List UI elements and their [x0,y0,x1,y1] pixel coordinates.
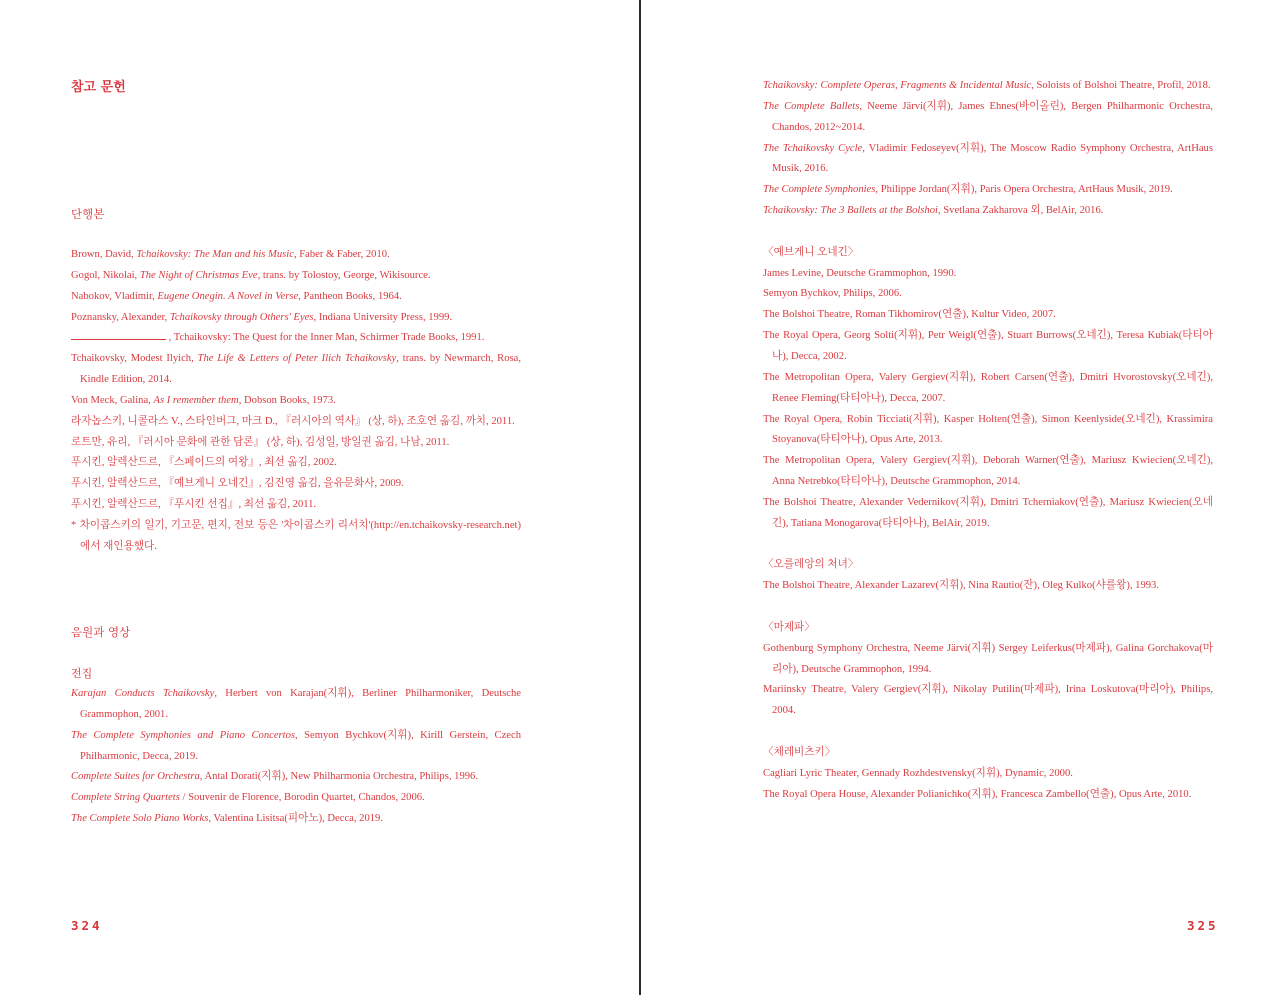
complete-works-heading: 전집 [71,667,93,680]
entry-title: Eugene Onegin. A Novel in Verse [157,290,299,302]
spacer [763,535,1213,556]
reference-entry [71,328,521,349]
cherevichki-heading: 〈체레비츠키〉 [763,747,836,758]
entry-title: Complete Suites for Orchestra [71,771,200,783]
reference-entry: Gothenburg Symphony Orchestra, Neeme Järvi(지휘) Sergey Leiferkus(마제파), Galina Gorchakova(마리아), Deutsche Grammophon, 1994. [763,642,1213,675]
reference-entry [71,767,521,788]
reference-entry: Semyon Bychkov, Philips, 2006. [763,288,902,300]
entry-details: , trans. by Newmarch, Rosa, Kindle Edition, 2014. [80,353,522,386]
entry-details: , Dobson Books, 1973. [238,394,336,406]
entry-title: The Night of Christmas Eve [139,269,258,281]
entry-author: 푸시킨, 알렉산드르, 『푸시킨 선집』, 최선 옮김, 2011. [71,499,317,511]
entry-details: , Svetlana Zakharova 외, BelAir, 2016. [937,205,1104,217]
entry-details: , trans. by Tolostoy, George, Wikisource. [257,269,431,281]
entry-author: Poznansky, Alexander, [71,311,170,323]
entry-details: / Souvenir de Florence, Borodin Quartet, Chandos, 2006. [179,792,425,804]
onegin-heading: 〈예브게니 오네긴〉 [763,246,859,258]
entry-author: 라자놉스키, 니콜라스 V., 스타인버그, 마크 D., 『러시아의 역사』 (상, 하), 조호연 옮김, 까치, 2011. [71,415,515,427]
entry-details: , Soloists of Bolshoi Theatre, Profil, 2018. [1031,80,1211,91]
entry-title: Tchaikovsky through Others' Eyes [169,311,314,323]
entry-title: The Life & Letters of Peter Ilich Tchaikovsky [197,353,397,365]
entry-title: Complete String Quartets [71,792,180,804]
reference-entry [71,788,521,809]
entry-details: , Indiana University Press, 1999. [313,311,453,323]
reference-entry: James Levine, Deutsche Grammophon, 1990. [763,267,957,279]
reference-entry [71,684,521,726]
entry-details: , Neeme Järvi(지휘), James Ehnes(바이올린), Bergen Philharmonic Orchestra, Chandos, 2012~2014. [772,100,1214,133]
reference-entry: The Royal Opera, Robin Ticciati(지휘), Kasper Holten(연출), Simon Keenlyside(오네긴), Krassimira Stoyanova(타티아나), Opus Arte, 2013. [763,413,1213,446]
monographs-heading: 단행본 [71,207,105,221]
entry-details: , Herbert von Karajan(지휘), Berliner Philharmoniker, Deutsche Grammophon, 2001. [80,688,521,720]
entry-details: , Vladimir Fedoseyev(지휘), The Moscow Radio Symphony Orchestra, ArtHaus Musik, 2016. [772,142,1213,175]
entry-details: , Faber & Faber, 2010. [293,249,390,260]
entry-details: , Semyon Bychkov(지휘), Kirill Gerstein, Czech Philharmonic, Decca, 2019. [80,729,521,762]
entry-title: Karajan Conducts Tchaikovsky [71,688,215,699]
reference-entry [763,180,1213,201]
reference-entry: The Bolshoi Theatre, Roman Tikhomirov(연출), Kultur Video, 2007. [763,309,1056,321]
reference-entry [71,391,521,412]
right-column [763,76,1213,806]
entry-title: As I remember them [153,394,239,406]
reference-entry: The Metropolitan Opera, Valery Gergiev(지휘), Deborah Warner(연출), Mariusz Kwiecien(오네긴), Anna Netrebko(타티아나), Deutsche Grammophon, 2014. [763,455,1213,488]
reference-entry: The Bolshoi Theatre, Alexander Vedernikov(지휘), Dmitri Tcherniakov(연출), Mariusz Kwiecien(오네긴), Tatiana Monogarova(타티아나), BelAir, 2019. [763,496,1213,529]
reference-entry [71,516,521,558]
complete-works-continued-list [763,76,1213,222]
reference-entry: The Metropolitan Opera, Valery Gergiev(지휘), Robert Carsen(연출), Dmitri Hvorostovsky(오네긴), Renee Fleming(타티아나), Decca, 2007. [763,371,1213,404]
entry-details: , Valentina Lisitsa(피아노), Decca, 2019. [208,813,383,825]
onegin-list [763,264,1213,535]
reference-entry [763,97,1213,139]
chapter-title: 참고 문헌 [71,80,126,95]
entry-author: 푸시킨, 알렉산드르, 『예브게니 오네긴』, 김진영 옮김, 을유문화사, 2009. [71,478,404,490]
reference-entry: Mariinsky Theatre, Valery Gergiev(지휘), Nikolay Putilin(마제파), Irina Loskutova(마리아), Philips, 2004. [763,684,1213,717]
reference-entry: The Royal Opera House, Alexander Polianichko(지휘), Francesca Zambello(연출), Opus Arte, 2010. [763,788,1192,800]
entry-author: 로트만, 유리, 『러시아 문화에 관한 담론』 (상, 하), 김성일, 방일권 옮김, 나남, 2011. [71,436,450,448]
entry-title: Tchaikovsky: The 3 Ballets at the Bolshoi [763,205,938,217]
media-heading: 음원과 영상 [71,625,131,639]
entry-author: Von Meck, Galina, [71,394,154,406]
mazeppa-heading: 〈마제파〉 [763,621,815,633]
entry-details: , Tchaikovsky: The Quest for the Inner Man, Schirmer Trade Books, 1991. [166,332,485,344]
entry-title: Tchaikovsky: The Man and his Music [136,249,294,260]
entry-author: Gogol, Nikolai, [71,269,140,281]
entry-author: Tchaikovsky, Modest Ilyich, [71,353,198,365]
reference-entry [71,287,521,308]
reference-entry [71,495,521,516]
page-number-right: 325 [1187,918,1219,933]
spacer [763,722,1213,743]
reference-entry [71,453,521,474]
orleans-list [763,576,1213,597]
reference-entry [763,139,1213,181]
reference-entry: The Royal Opera, Georg Solti(지휘), Petr Weigl(연출), Stuart Burrows(오네긴), Teresa Kubiak(타티아나), Decca, 2002. [763,330,1213,362]
reference-entry [71,266,521,287]
entry-details: , Pantheon Books, 1964. [298,290,402,302]
reference-entry [763,76,1213,97]
entry-title: The Complete Ballets [763,100,860,112]
entry-author: Brown, David, [71,249,137,260]
entry-details: , Antal Dorati(지휘), New Philharmonia Orchestra, Philips, 1996. [199,771,478,783]
reference-entry [71,349,521,391]
mazeppa-list [763,639,1213,722]
entry-author: Nabokov, Vladimir, [71,290,158,302]
entry-author: 푸시킨, 알렉산드르, 『스페이드의 여왕』, 최선 옮김, 2002. [71,457,337,469]
entry-title: The Complete Symphonies and Piano Concertos [71,729,296,741]
reference-entry [71,245,521,266]
reference-entry [71,412,521,433]
reference-entry [763,201,1213,222]
entry-title: The Complete Solo Piano Works [71,813,209,825]
complete-works-block [71,663,521,830]
reference-entry [71,474,521,495]
ditto-rule [71,330,166,340]
reference-entry: Cagliari Lyric Theater, Gennady Rozhdestvensky(지휘), Dynamic, 2000. [763,767,1073,779]
entry-title: The Tchaikovsky Cycle [763,142,863,154]
entry-title: The Complete Symphonies [763,184,876,196]
reference-entry [71,433,521,454]
reference-entry [71,809,521,830]
reference-entry [71,308,521,329]
entry-author: * 차이콥스키의 일기, 기고문, 편지, 전보 등은 '차이콥스키 리서치'(http://en.tchaikovsky-research.net)에서 재인용했다. [71,519,521,552]
monographs-list [71,245,521,558]
page-number-left: 324 [71,918,103,933]
spacer [763,597,1213,618]
reference-entry [71,726,521,768]
entry-title: Tchaikovsky: Complete Operas, Fragments & Incidental Music [763,80,1032,91]
entry-details: , Philippe Jordan(지휘), Paris Opera Orchestra, ArtHaus Musik, 2019. [875,184,1173,196]
reference-entry: The Bolshoi Theatre, Alexander Lazarev(지휘), Nina Rautio(잔), Oleg Kulko(샤를왕), 1993. [763,580,1159,592]
spacer [763,222,1213,243]
cherevichki-list [763,764,1213,806]
orleans-heading: 〈오를레앙의 처녀〉 [763,559,859,571]
right-page [641,0,1280,995]
complete-works-list [71,684,521,830]
